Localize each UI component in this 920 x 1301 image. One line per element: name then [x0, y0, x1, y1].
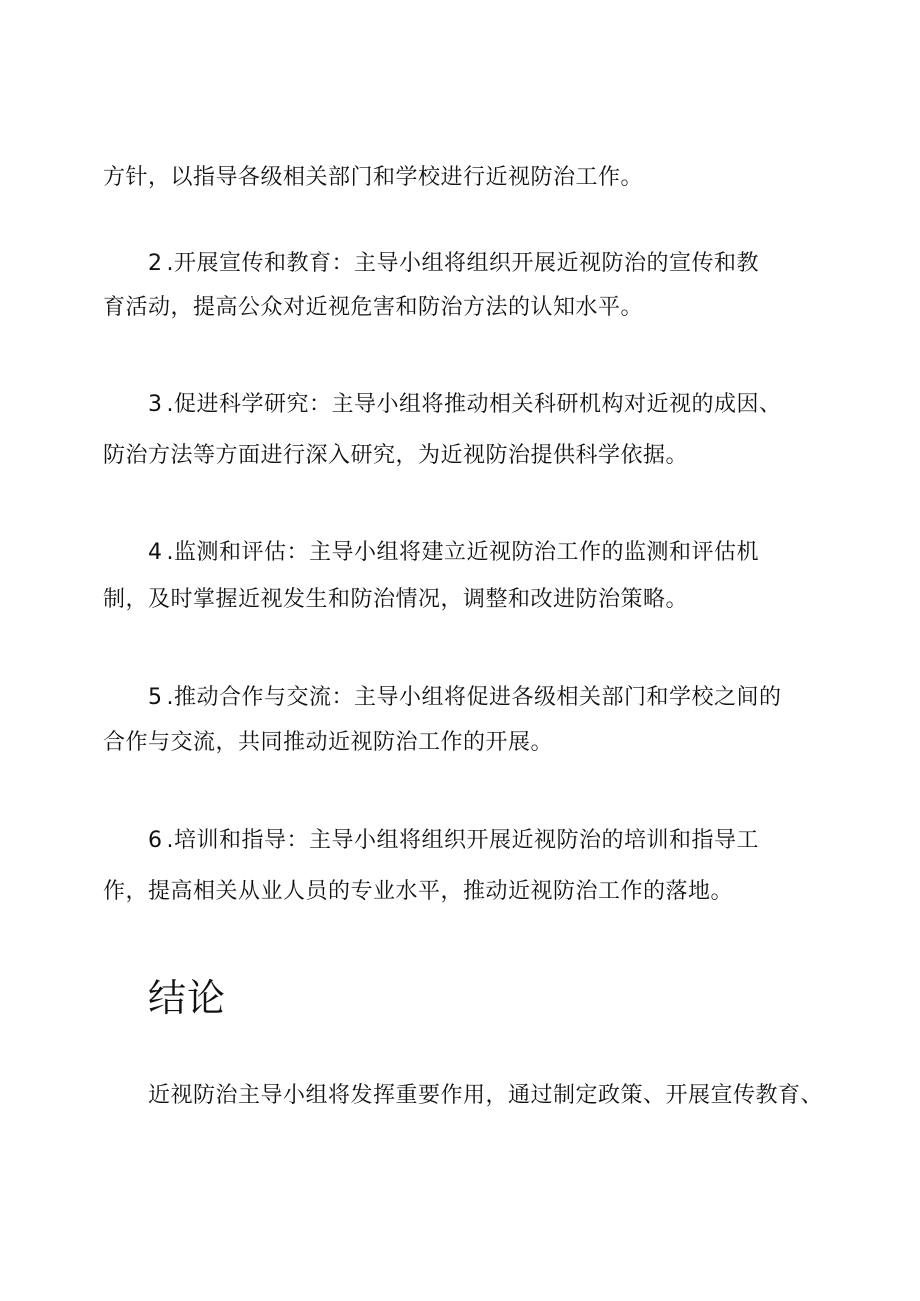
list-item-2-number: 2 — [148, 251, 163, 276]
list-item-3-line-2: 防治方法等方面进行深入研究，为近视防治提供科学依据。 — [103, 443, 689, 468]
intro-continuation: 方针，以指导各级相关部门和学校进行近视防治工作。 — [103, 165, 644, 190]
list-item-2-line-2: 育活动，提高公众对近视危害和防治方法的认知水平。 — [103, 295, 644, 320]
list-item-5-number: 5 — [148, 685, 163, 710]
list-item-4-line-2: 制，及时掌握近视发生和防治情况，调整和改进防治策略。 — [103, 587, 689, 612]
list-item-5-line-2: 合作与交流，共同推动近视防治工作的开展。 — [103, 730, 554, 755]
list-item-5-line-1: 5 .推动合作与交流：主导小组将促进各级相关部门和学校之间的 — [148, 683, 782, 713]
list-item-6-number: 6 — [148, 828, 163, 853]
list-item-3-line-1: 3 .促进科学研究：主导小组将推动相关科研机构对近视的成因、 — [148, 390, 782, 420]
list-item-4-line-1: 4 .监测和评估：主导小组将建立近视防治工作的监测和评估机 — [148, 538, 759, 568]
list-item-4-number: 4 — [148, 540, 163, 565]
list-item-6-line-1: 6 .培训和指导：主导小组将组织开展近视防治的培训和指导工 — [148, 826, 759, 856]
list-item-6-line-2: 作，提高相关从业人员的专业水平，推动近视防治工作的落地。 — [103, 879, 734, 904]
list-item-2-line-1: 2 .开展宣传和教育：主导小组将组织开展近视防治的宣传和教 — [148, 249, 759, 279]
section-heading-conclusion: 结论 — [148, 976, 227, 1020]
conclusion-paragraph-line-1: 近视防治主导小组将发挥重要作用，通过制定政策、开展宣传教育、 — [148, 1083, 824, 1108]
list-item-3-number: 3 — [148, 392, 163, 417]
